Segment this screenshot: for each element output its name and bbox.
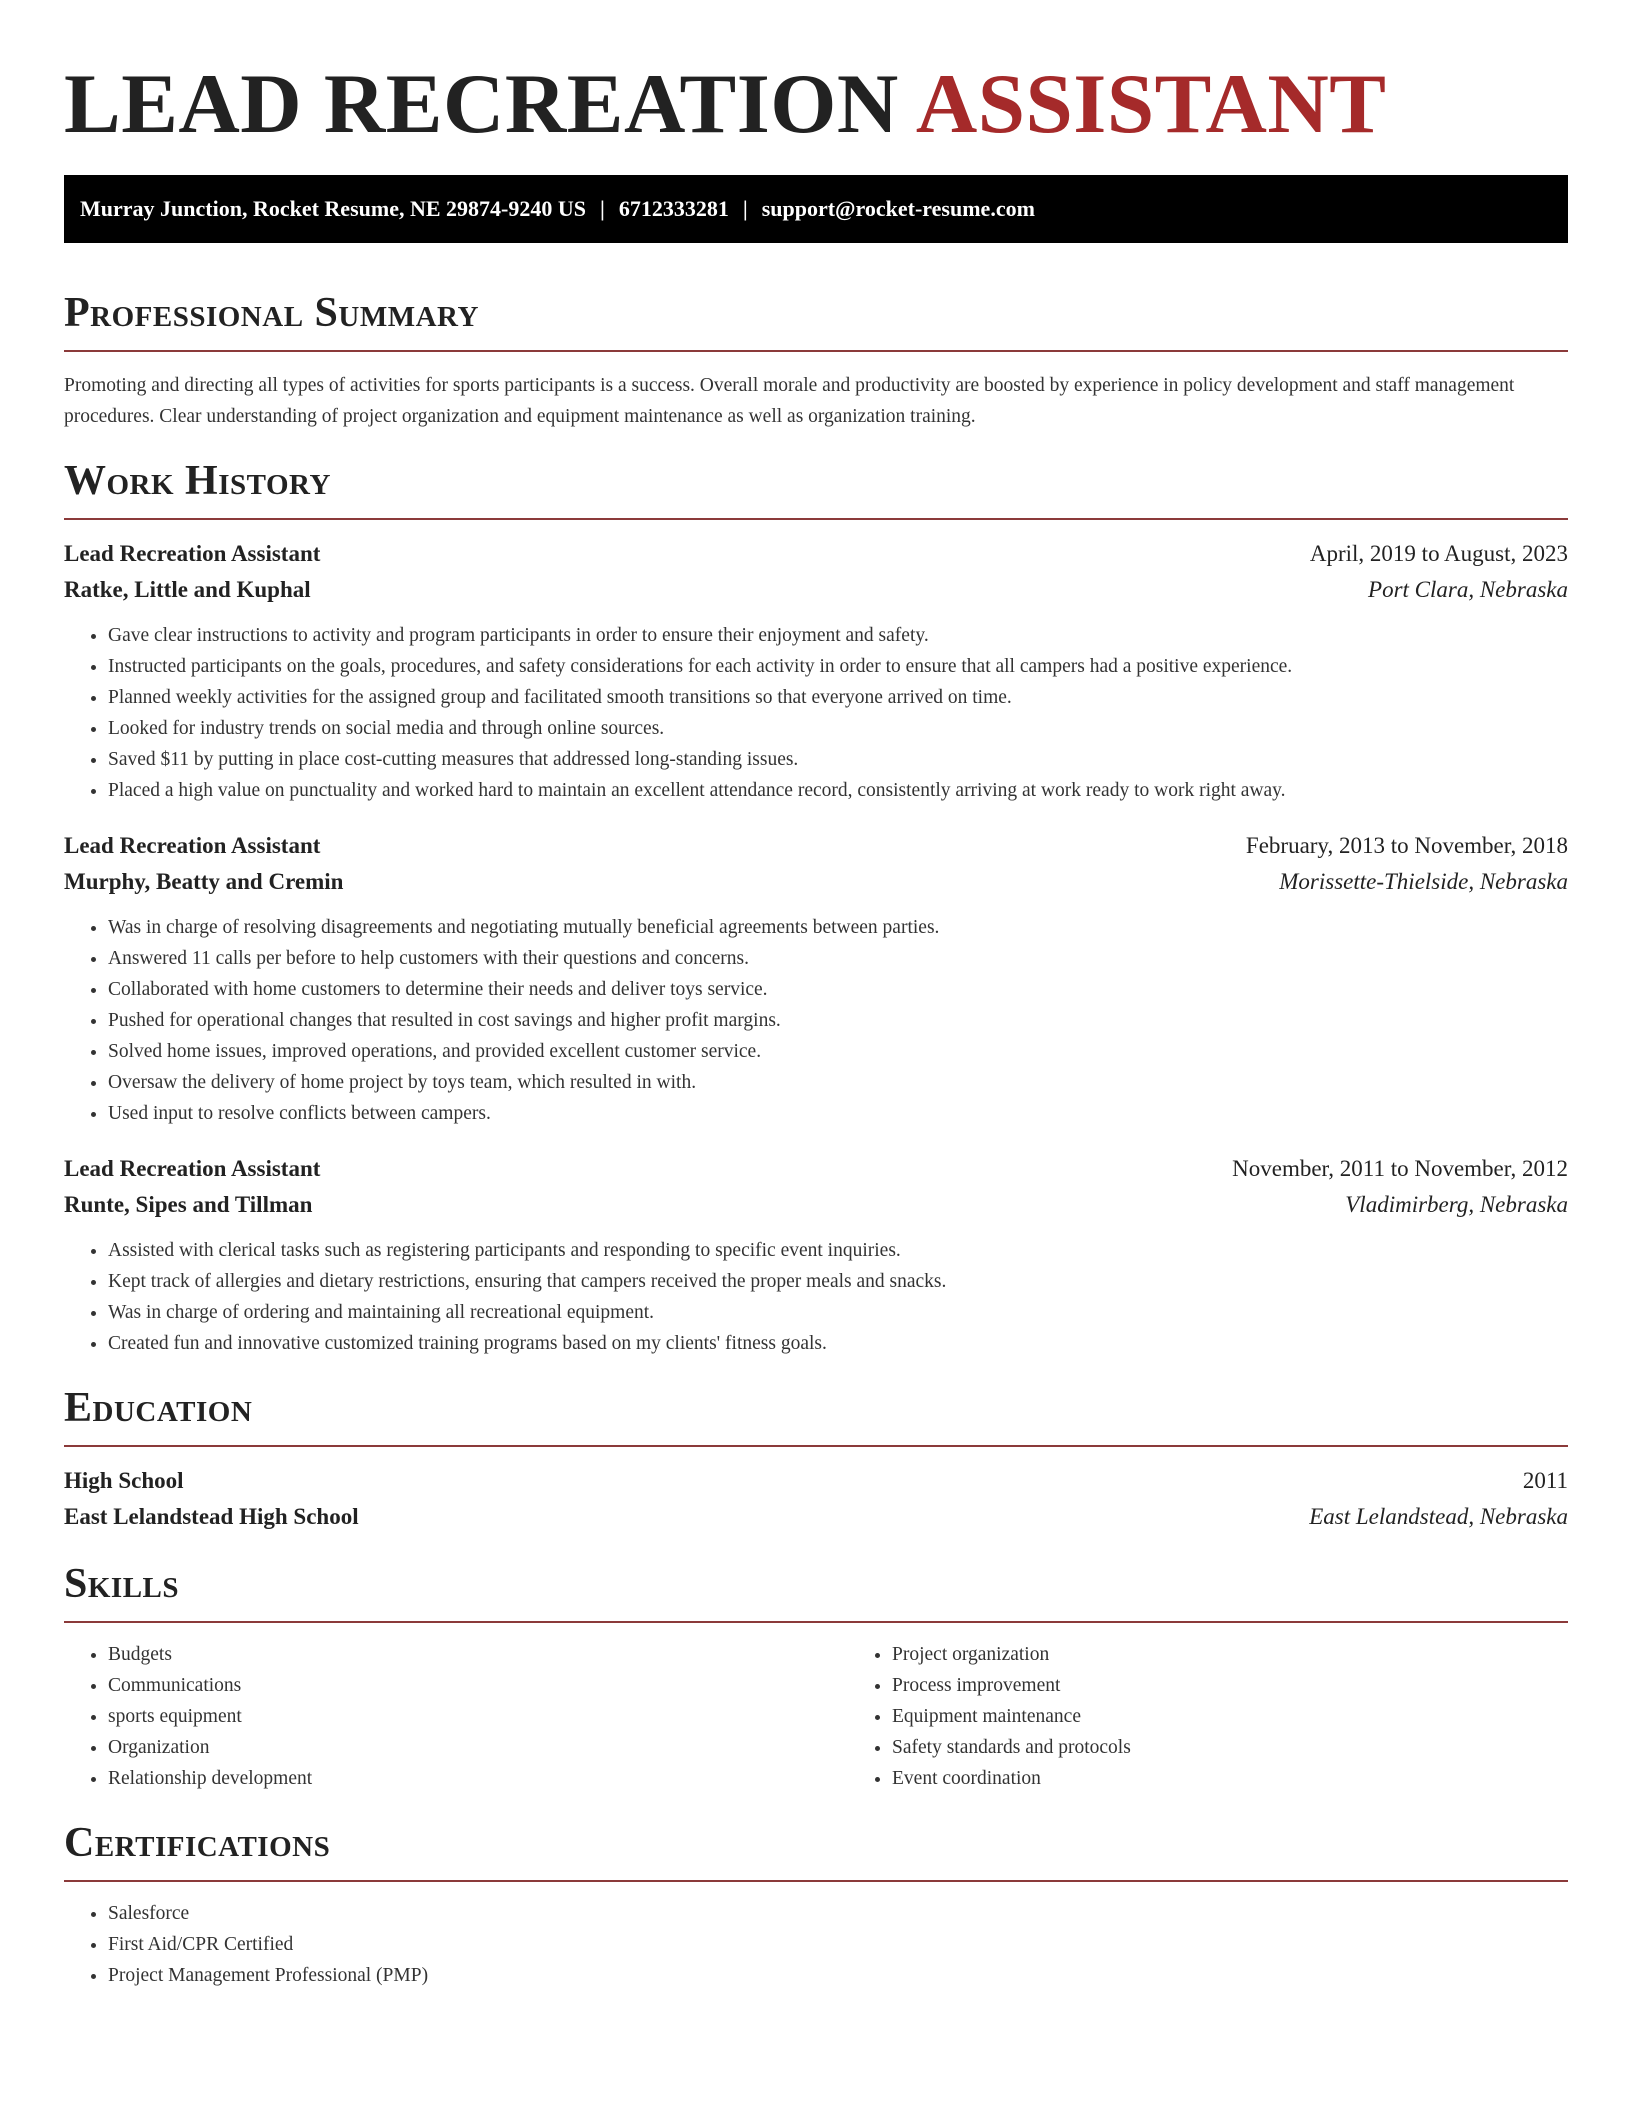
education-section [64, 1383, 1568, 1535]
job-dates: November, 2011 to November, 2012 [1232, 1156, 1568, 1181]
contact-separator: | [599, 196, 605, 221]
job-company: Murphy, Beatty and Cremin [64, 869, 344, 894]
resume-name [64, 56, 1568, 152]
education-school: East Lelandstead High School [64, 1504, 359, 1529]
list-item: • Answered 11 calls per before to help customers with their questions and concerns. [108, 943, 1568, 974]
section-divider [64, 1880, 1568, 1882]
list-item: • Organization [108, 1732, 848, 1763]
job-entry [64, 536, 1568, 806]
job-header-row [64, 536, 1568, 572]
job-company-row [64, 1187, 1568, 1223]
list-item: • Created fun and innovative customized training programs based on my clients' fitness goals. [108, 1328, 1568, 1359]
summary-text: Promoting and directing all types of activities for sports participants is a success. Overall morale and productivity are boosted by experience in policy development and staff management procedures. Clear understanding of project organization and equipment maintenance as well as organization training. [64, 375, 1515, 427]
contact-address: Murray Junction, Rocket Resume, NE 29874-9240 US [80, 196, 586, 221]
section-divider [64, 1445, 1568, 1447]
name-last: ASSISTANT [915, 57, 1387, 151]
list-item: • Process improvement [892, 1670, 1131, 1701]
job-company: Ratke, Little and Kuphal [64, 577, 311, 602]
list-item: • sports equipment [108, 1701, 848, 1732]
education-header-row [64, 1463, 1568, 1499]
certifications-section [64, 1818, 1568, 1991]
section-title-work: Work History [64, 458, 331, 504]
job-dates: April, 2019 to August, 2023 [1309, 541, 1568, 566]
job-company-row [64, 572, 1568, 608]
list-item: • Was in charge of ordering and maintaining all recreational equipment. [108, 1297, 1568, 1328]
job-bullets [64, 1235, 1568, 1359]
job-location: Vladimirberg, Nebraska [1345, 1192, 1568, 1217]
section-divider [64, 1621, 1568, 1623]
section-title-summary: Professional Summary [64, 290, 479, 336]
list-item: • Instructed participants on the goals, procedures, and safety considerations for each activity in order to ensure that all campers had a positive experience. [108, 651, 1568, 682]
job-company-row [64, 864, 1568, 900]
list-item: • Used input to resolve conflicts between campers. [108, 1098, 1568, 1129]
section-divider [64, 518, 1568, 520]
list-item: • Was in charge of resolving disagreements and negotiating mutually beneficial agreements between parties. [108, 912, 1568, 943]
job-position: Lead Recreation Assistant [64, 1156, 321, 1181]
list-item: • Kept track of allergies and dietary restrictions, ensuring that campers received the proper meals and snacks. [108, 1266, 1568, 1297]
list-item: • Project Management Professional (PMP) [108, 1960, 1568, 1991]
job-company: Runte, Sipes and Tillman [64, 1192, 313, 1217]
list-item: • Relationship development [108, 1763, 848, 1794]
list-item: • Project organization [892, 1639, 1131, 1670]
list-item: • Placed a high value on punctuality and worked hard to maintain an excellent attendance record, consistently arriving at work ready to work right away. [108, 775, 1568, 806]
name-first: LEAD RECREATION [64, 57, 899, 151]
summary-section [64, 288, 1568, 432]
job-header-row [64, 828, 1568, 864]
list-item: • Solved home issues, improved operations, and provided excellent customer service. [108, 1036, 1568, 1067]
section-title-certifications: Certifications [64, 1820, 331, 1866]
list-item: • Equipment maintenance [892, 1701, 1131, 1732]
contact-bar [64, 175, 1568, 243]
section-divider [64, 350, 1568, 352]
job-location: Morissette-Thielside, Nebraska [1279, 869, 1568, 894]
section-title-education: Education [64, 1385, 253, 1431]
contact-email: support@rocket-resume.com [761, 196, 1035, 221]
list-item: • Gave clear instructions to activity and program participants in order to ensure their enjoyment and safety. [108, 620, 1568, 651]
certifications-list [64, 1898, 1568, 1991]
list-item: • Budgets [108, 1639, 848, 1670]
list-item: • Planned weekly activities for the assigned group and facilitated smooth transitions so that everyone arrived on time. [108, 682, 1568, 713]
list-item: • Oversaw the delivery of home project by toys team, which resulted in with. [108, 1067, 1568, 1098]
skills-grid [64, 1639, 1568, 1794]
job-position: Lead Recreation Assistant [64, 541, 321, 566]
contact-phone: 6712333281 [618, 196, 729, 221]
job-bullets [64, 912, 1568, 1129]
job-location: Port Clara, Nebraska [1368, 577, 1568, 602]
job-header-row [64, 1151, 1568, 1187]
list-item: • Saved $11 by putting in place cost-cutting measures that addressed long-standing issues. [108, 744, 1568, 775]
list-item: • Communications [108, 1670, 848, 1701]
list-item: • Salesforce [108, 1898, 1568, 1929]
education-year: 2011 [1522, 1468, 1568, 1493]
job-entry [64, 1151, 1568, 1359]
work-history-section [64, 456, 1568, 1359]
skills-list-left [64, 1639, 848, 1794]
education-location: East Lelandstead, Nebraska [1309, 1504, 1568, 1529]
section-title-skills: Skills [64, 1561, 180, 1607]
list-item: • Safety standards and protocols [892, 1732, 1131, 1763]
list-item: • Assisted with clerical tasks such as registering participants and responding to specific event inquiries. [108, 1235, 1568, 1266]
skills-section [64, 1559, 1568, 1794]
list-item: • First Aid/CPR Certified [108, 1929, 1568, 1960]
job-bullets [64, 620, 1568, 806]
contact-separator: | [742, 196, 748, 221]
education-school-row [64, 1499, 1568, 1535]
list-item: • Pushed for operational changes that resulted in cost savings and higher profit margins. [108, 1005, 1568, 1036]
job-position: Lead Recreation Assistant [64, 833, 321, 858]
job-dates: February, 2013 to November, 2018 [1245, 833, 1568, 858]
job-entry [64, 828, 1568, 1129]
education-degree: High School [64, 1468, 184, 1493]
list-item: • Looked for industry trends on social media and through online sources. [108, 713, 1568, 744]
skills-list-right [848, 1639, 1131, 1794]
list-item: • Collaborated with home customers to determine their needs and deliver toys service. [108, 974, 1568, 1005]
list-item: • Event coordination [892, 1763, 1131, 1794]
